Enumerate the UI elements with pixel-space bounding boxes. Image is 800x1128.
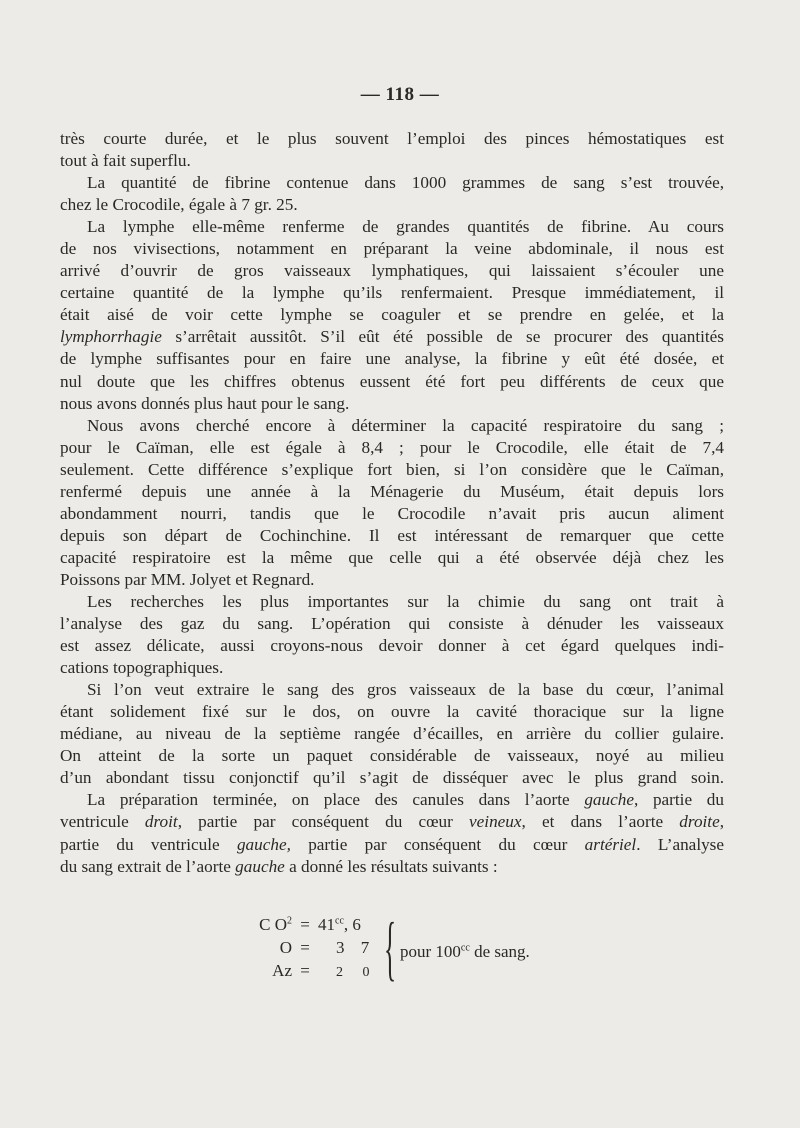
text-line: tout à fait superflu. [60,151,191,171]
text-line: Si l’on veut extraire le sang des gros vaisseaux de la base du cœur, l’animal [87,680,724,700]
text-line: chez le Crocodile, égale à 7 gr. 25. [60,195,298,215]
text-line: seulement. Cette différence s’explique fort bien, si l’on considère que le Caïman, [60,459,724,479]
text-line: d’un abondant tissu conjonctif qu’il s’agit de disséquer avec le plus grand soin. [60,768,724,788]
text-line: lymphorrhagie s’arrêtait aussitôt. S’il eût été possible de se procurer des quantités [60,327,724,347]
text-line: étant solidement fixé sur le dos, on ouvre la cavité thoracique sur la ligne [60,702,724,722]
text-line: très courte durée, et le plus souvent l’emploi des pinces hémostatiques est [60,129,724,148]
text-line: partie du ventricule gauche, partie par conséquent du cœur artériel. L’analyse [60,834,725,854]
text-line: La lymphe elle-même renferme de grandes quantités de fibrine. Au cours [87,217,724,237]
formula-row-az: Az = 2 0 [272,961,378,980]
text-line: depuis son départ de Cochinchine. Il est intéressant de remarquer que cette [60,525,724,545]
text-line: l’analyse des gaz du sang. L’opération qui consiste à dénuder les vaisseaux [60,614,724,634]
text-line: La préparation terminée, on place des canules dans l’aorte gauche, partie du [87,790,724,810]
text-line: ventricule droit, partie par conséquent du cœur veineux, et dans l’aorte droite, [60,812,725,832]
text-line: Poissons par MM. Jolyet et Regnard. [60,569,315,589]
body-text [60,128,724,878]
curly-brace-icon: { [384,908,397,988]
text-line: de nos vivisections, notamment en préparant la veine abdominale, il nous est [60,239,724,259]
formula-row-o: O = 3 7 [279,938,376,957]
text-line: médiane, au niveau de la septième rangée d’écailles, en arrière du collier gulaire. [60,724,724,744]
formula-row-co2: C $O^2$ = $41^{cc}$, 6 [259,915,361,934]
formula-note: pour $100^{cc}$ de sang. [400,942,530,961]
text-line: arrivé d’ouvrir de gros vaisseaux lymphatiques, qui laissaient s’écouler une [60,261,724,281]
text-line: de lymphe suffisantes pour en faire une analyse, la fibrine y eût été dosée, et [60,349,724,369]
gas-analysis-formula [250,908,530,988]
text-line: cations topographiques. [60,658,224,678]
page-number-header: — 118 — [360,84,440,105]
text-line: Nous avons cherché encore à déterminer la capacité respiratoire du sang ; [87,415,724,435]
text-line: nul doute que les chiffres obtenus eussent été fort peu différents de ceux que [60,371,724,391]
text-line: pour le Caïman, elle est égale à 8,4 ; pour le Crocodile, elle était de 7,4 [60,437,724,457]
text-line: du sang extrait de l’aorte gauche a donné les résultats suivants : [60,856,498,876]
text-line: nous avons donnés plus haut pour le sang. [60,393,350,413]
text-line: abondamment nourri, tandis que le Crocodile n’avait pris aucun aliment [60,503,724,523]
text-line: On atteint de la sorte un paquet considérable de vaisseaux, noyé au milieu [60,746,724,766]
text-line: est assez délicate, aussi croyons-nous devoir donner à cet égard quelques indi- [60,636,724,656]
text-line: renfermé depuis une année à la Ménagerie du Muséum, était depuis lors [60,481,724,501]
text-line: certaine quantité de la lymphe qu’ils renfermaient. Presque immédiatement, il [60,283,724,303]
text-line: était aisé de voir cette lymphe se coaguler et se prendre en gelée, et la [60,305,724,325]
text-line: capacité respiratoire est la même que celle qui a été observée déjà chez les [60,547,724,567]
text-line: Les recherches les plus importantes sur la chimie du sang ont trait à [87,591,724,611]
text-line: La quantité de fibrine contenue dans 1000 grammes de sang s’est trouvée, [87,173,724,193]
